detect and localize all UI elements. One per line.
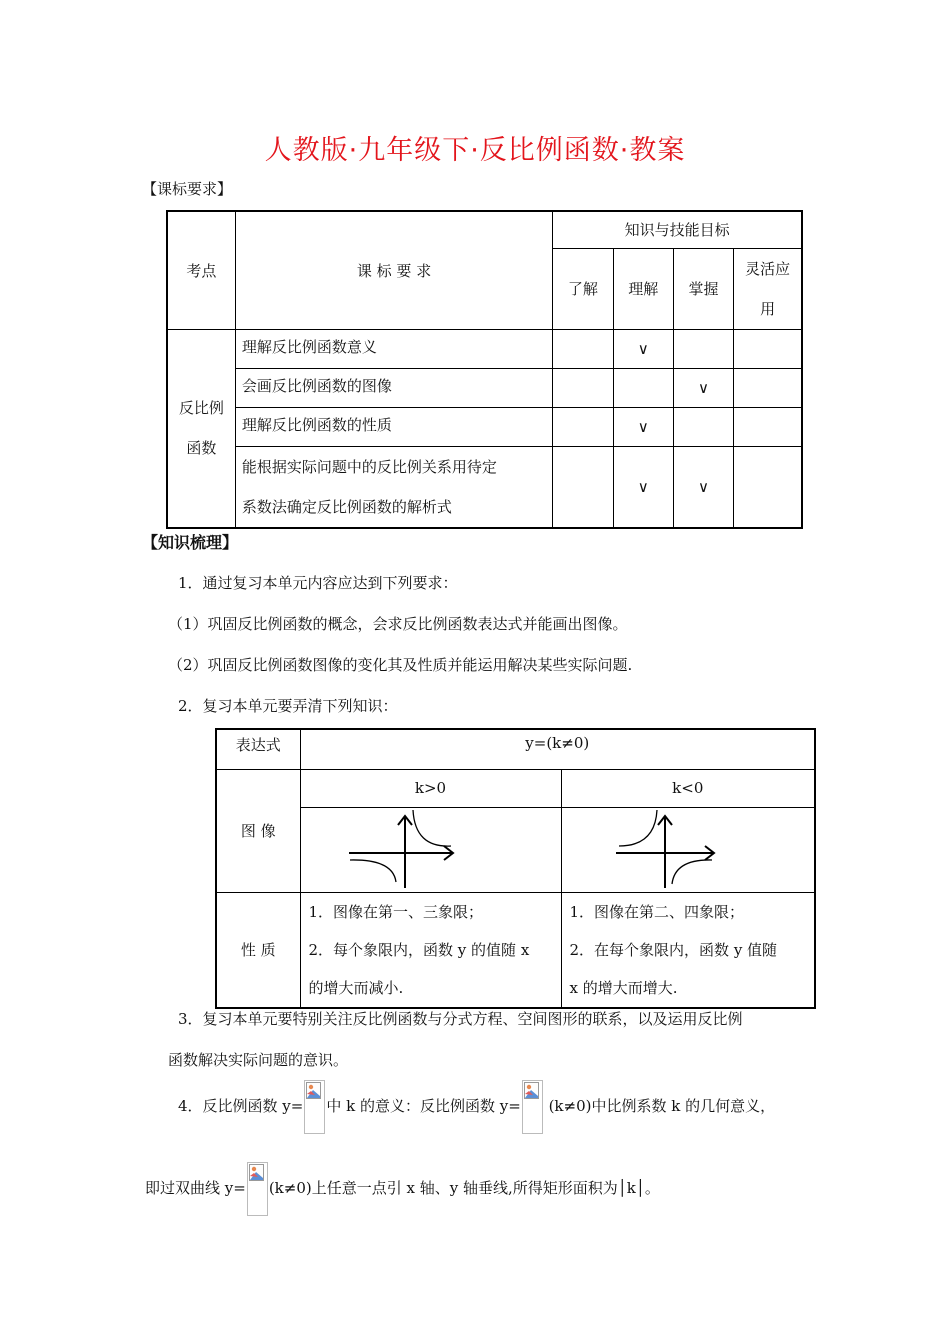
- mark-cell: [734, 407, 802, 446]
- broken-image-icon: [249, 1164, 264, 1181]
- fraction-image-placeholder: [522, 1080, 543, 1134]
- prop-label: 性 质: [216, 892, 300, 1008]
- paragraph-4: 2．复习本单元要弄清下列知识：: [178, 697, 398, 715]
- paragraph-1: 1．通过复习本单元内容应达到下列要求：: [178, 574, 458, 592]
- level-understand: 了解: [553, 248, 613, 329]
- hyperbola-positive-graph: [301, 808, 562, 888]
- props-k-positive: 1．图像在第一、三象限； 2．每个象限内，函数 y 的值随 x 的增大而减小.: [300, 892, 561, 1008]
- expr-label: 表达式: [216, 729, 300, 769]
- mark-cell: [553, 329, 613, 368]
- knowledge-table: [215, 728, 816, 1009]
- paragraph-3: （2）巩固反比例函数图像的变化其及性质并能运用解决某些实际问题.: [168, 656, 633, 674]
- req-row-4: 能根据实际问题中的反比例关系用待定 系数法确定反比例函数的解析式: [235, 446, 552, 528]
- check-mark: ∨: [673, 446, 733, 528]
- curriculum-table: [166, 210, 803, 529]
- mark-cell: [553, 368, 613, 407]
- level-master: 掌握: [673, 248, 733, 329]
- paragraph-7: 即过双曲线 y= (k≠0)上任意一点引 x 轴、y 轴垂线,所得矩形面积为│k│。: [145, 1162, 660, 1216]
- check-mark: ∨: [613, 407, 673, 446]
- mark-cell: [673, 329, 733, 368]
- section-heading-curriculum: 【课标要求】: [142, 180, 233, 198]
- hyperbola-negative-graph: [562, 808, 816, 888]
- broken-image-icon: [306, 1082, 321, 1099]
- broken-image-icon: [524, 1082, 539, 1099]
- level-comprehend: 理解: [613, 248, 673, 329]
- graph-k-positive: [300, 807, 561, 892]
- header-point: 考点: [167, 211, 235, 329]
- mark-cell: [553, 407, 613, 446]
- mark-cell: [734, 368, 802, 407]
- paragraph-5b: 函数解决实际问题的意识。: [168, 1051, 349, 1069]
- mark-cell: [553, 446, 613, 528]
- check-mark: ∨: [673, 368, 733, 407]
- k-positive-header: k>0: [300, 769, 561, 807]
- check-mark: ∨: [613, 446, 673, 528]
- graph-k-negative: [561, 807, 815, 892]
- header-requirement: 课 标 要 求: [235, 211, 552, 329]
- req-row-3: 理解反比例函数的性质: [235, 407, 552, 446]
- fraction-image-placeholder: [304, 1080, 325, 1134]
- graph-label: 图 像: [216, 769, 300, 892]
- section-heading-knowledge: 【知识梳理】: [142, 533, 239, 552]
- paragraph-2: （1）巩固反比例函数的概念，会求反比例函数表达式并能画出图像。: [168, 615, 628, 633]
- topic-cell: 反比例 函数: [167, 329, 235, 528]
- k-negative-header: k<0: [561, 769, 815, 807]
- fraction-image-placeholder: [247, 1162, 268, 1216]
- paragraph-5a: 3．复习本单元要特别关注反比例函数与分式方程、空间图形的联系，以及运用反比例: [178, 1010, 743, 1028]
- mark-cell: [673, 407, 733, 446]
- header-goal: 知识与技能目标: [553, 211, 802, 248]
- req-row-2: 会画反比例函数的图像: [235, 368, 552, 407]
- req-row-1: 理解反比例函数意义: [235, 329, 552, 368]
- check-mark: ∨: [613, 329, 673, 368]
- mark-cell: [613, 368, 673, 407]
- paragraph-6: 4．反比例函数 y= 中 k 的意义：反比例函数 y= (k≠0)中比例系数 k 的几何意义，: [178, 1080, 775, 1134]
- mark-cell: [734, 446, 802, 528]
- props-k-negative: 1．图像在第二、四象限； 2．在每个象限内，函数 y 值随 x 的增大而增大.: [561, 892, 815, 1008]
- page-title: 人教版·九年级下·反比例函数·教案: [264, 135, 686, 166]
- level-apply: 灵活应 用: [734, 248, 802, 329]
- mark-cell: [734, 329, 802, 368]
- expr-value: y=(k≠0): [300, 729, 815, 769]
